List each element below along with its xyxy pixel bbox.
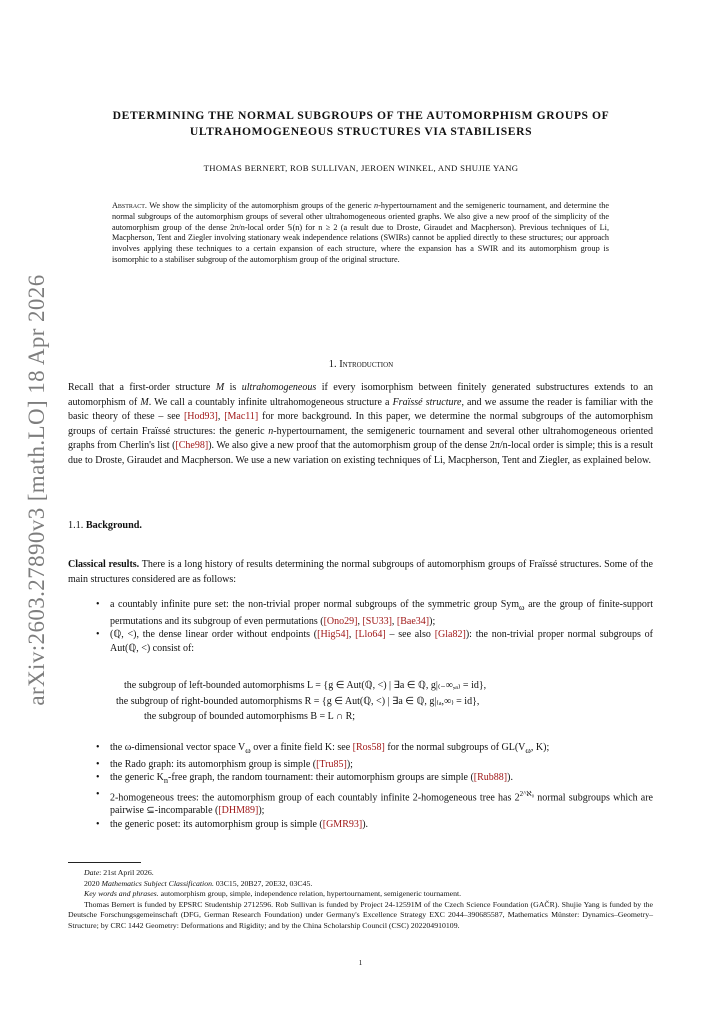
citation-link[interactable]: [SU33] [362,615,392,627]
intro-text: for more background. In this paper, we determine the normal subgroups of the automorphism groups of certain Fraïssé structures: the generic [68,411,653,437]
citation-link[interactable]: [Rub88] [473,772,508,783]
footnotes [68,868,653,931]
bullet-text: ); [346,758,353,770]
classical-results-paragraph [68,558,653,587]
footnote-date [68,868,653,879]
citation-link[interactable]: [Che98] [175,440,209,451]
intro-text: -hypertournament, the semigeneric tournament and several other ultrahomogeneous oriented graphs from Cherlin's list ( [68,425,653,451]
citation-link[interactable]: [Llo64] [355,629,386,640]
bullet-text: the ω-dimensional vector space V [110,742,246,753]
abstract-text-2: -hypertournament and the semigeneric tournament, and determine the normal subgroups of the automorphism groups of several other ultrahomogeneous oriented graphs. We also give a new proof of the simplicity of the automorphism group of the dense [112,201,609,232]
math-line-left-bounded: the subgroup of left-bounded automorphisms L = {g ∈ Aut(ℚ, <) | ∃a ∈ ℚ, g|₍₋∞,ₐ₎ = id}, [124,680,487,691]
author-list: THOMAS BERNERT, ROB SULLIVAN, JEROEN WINKEL, AND SHUJIE YANG [203,163,519,173]
citation-link[interactable]: [Ono29] [323,615,358,627]
math-m: M [215,382,225,393]
bullet-sub: ω [525,746,531,755]
arxiv-identifier: arXiv:2603.27890v3 [math.LO] 18 Apr 2026 [24,274,49,706]
intro-text: is [224,382,242,393]
title-line-2: ULTRAHOMOGENEOUS STRUCTURES VIA STABILISERS [189,125,533,138]
section-number: 1. [328,359,337,370]
footnote-msc [68,879,653,890]
abstract-fraction: 2π/n [230,222,245,232]
term-fraisse-structure: Fraïssé structure [392,396,462,408]
bullet-text: a countably infinite pure set: the non-trivial proper normal subgroups of the symmetric group Sym [110,599,520,610]
citation-link[interactable]: [Tru85] [316,758,347,770]
section-title: Introduction [339,359,394,370]
subsection-number: 1.1. [68,520,84,531]
section-heading [66,359,656,370]
title-line-1: DETERMINING THE NORMAL SUBGROUPS OF THE AUTOMORPHISM GROUPS OF [112,109,610,122]
intro-text: -local order is simple; this is a result due to Droste, Giraudet and Macpherson. We use a new variation on existing techniques of Li, Macpherson, Tent and Ziegler, as explained below. [68,440,654,466]
abstract-text-3: -local order 𝕊(n) for n ≥ 2 (a result due to Droste, Giraudet and Macpherson). Previous techniques of Li, Macpherson, Tent and Ziegler involving stationary weak independence relations (SWIRs) cannot be applied directly to these structures; our approach involves applying these techniques to a certain expansion of each structure, where the expansion has a SWIR and its automorphism group is isomorphic to a stabiliser subgroup of the automorphism group of the original structure. [112,222,609,264]
list-item: • (ℚ, <), the dense linear order without endpoints ([Hig54], [Llo64] – see also [Gla82]): the non-trivial proper normal subgroups of Aut(ℚ, <) consist of: [96,628,653,655]
intro-text: , and we assume the reader is familiar with the basic theory of these – see [68,396,653,422]
citation-link[interactable]: [Gla82] [434,629,466,640]
list-item [96,758,653,772]
math-m: M [140,396,149,408]
bullet-sub: ω [245,746,251,755]
bullet-text: ). [362,818,369,830]
citation-link[interactable]: [Bae34] [396,615,430,627]
citation-link[interactable]: [GMR93] [322,818,363,830]
bullet-text: -free graph, the random tournament: their automorphism groups are simple ( [168,772,474,783]
list-item [96,771,653,788]
subsection-title: Background. [85,520,142,531]
intro-text: , [217,411,225,422]
bullet-text: – see also [385,629,435,640]
footnote-keywords [68,889,653,900]
bullet-list-a [96,598,653,655]
footnote-funding: Thomas Bernert is funded by EPSRC Studentship 2712596. Rob Sullivan is funded by Project 24-12591M of the Czech Science Foundation (GAČR). Shujie Yang is funded by the Deutsche Forschungsgemeinschaft (DFG, German Research Foundation) under Germany's Excellence Strategy EXC 2044–390685587, Mathematics Münster: Dynamics–Geometry–Structure; by CRC 1442 Geometry: Deformations and Rigidity; and by the China Scholarship Council (CSC) 202204910109. [68,899,653,930]
footnote-msc-year: 2020 [84,878,102,888]
math-n: n [268,425,274,437]
footnote-date-label: Date [84,868,100,877]
bullet-text: normal subgroups which are pairwise ⊆-incomparable ( [110,791,653,817]
bullet-text: ); [258,805,265,817]
bullet-list-b [96,741,653,831]
footnote-keywords-text: automorphism group, simple, independence relation, hypertournament, semigeneric tournament. [158,889,462,898]
citation-link[interactable]: [Hod93] [183,411,218,422]
bullet-text: are the group of finite-support permutations and its subgroup of even permutations ( [110,599,653,627]
list-item: • a countably infinite pure set: the non-trivial proper normal subgroups of the symmetric group Sym$_\omega$ are the group of finite-support permutations and its subgroup of even permutations ([Ono29], [SU33], [Bae34]); [96,598,653,628]
footnote-rule [68,862,141,863]
citation-link[interactable]: [Ros58] [352,742,385,753]
bullet-text: , K); [530,742,550,753]
intro-fraction: 2π/n [489,440,508,451]
footnote-date-text: : 21st April 2026. [99,868,154,877]
term-ultrahomogeneous: ultrahomogeneous [241,382,317,393]
list-item [96,741,653,758]
footnote-keywords-label: Key words and phrases. [84,889,159,898]
bullet-text: ). [507,772,513,783]
bullet-sup: 2^ℵ₀ [519,789,535,798]
intro-text: ). We also give a new proof that the automorphism group of the dense [208,440,490,451]
abstract-label: Abstract. [112,201,147,210]
footnote-msc-text: 03C15, 20B27, 20E32, 03C45. [213,878,313,888]
abstract [112,201,609,266]
bullet-text: over a finite field K: see [250,742,353,753]
bullet-text: ): the non-trivial proper normal subgroups of Aut(ℚ, <) consist of: [110,629,653,654]
bullet-text: 2-homogeneous trees: the automorphism group of each countably infinite 2-homogeneous tree has 2 [110,791,520,803]
bullet-text: the Rado graph: its automorphism group is simple ( [110,758,317,770]
bullet-text: ); [429,615,436,627]
citation-link[interactable]: [Mac11] [224,411,259,422]
classical-heading: Classical results. [68,559,140,570]
math-line-bounded: the subgroup of bounded automorphisms B = L ∩ R; [144,711,356,722]
abstract-n: n [374,201,379,210]
display-math [110,678,630,725]
footnote-msc-label: Mathematics Subject Classification. [101,878,214,888]
subsection-heading [68,520,142,531]
bullet-text: the generic poset: its automorphism group is simple ( [110,818,323,830]
math-line-right-bounded: the subgroup of right-bounded automorphisms R = {g ∈ Aut(ℚ, <) | ∃a ∈ ℚ, g|₍ₐ,∞₎ = id}, [116,695,480,707]
list-item [96,818,653,832]
citation-link[interactable]: [DHM89] [218,805,259,817]
abstract-text-1: We show the simplicity of the automorphism groups of the generic [149,201,374,210]
arxiv-sidebar [2,274,72,706]
bullet-text: (ℚ, <), the dense linear order without endpoints ( [110,629,318,640]
paper-title [66,108,656,140]
bullet-sub: ω [519,603,525,612]
page-number: 1 [358,958,363,967]
introduction-paragraph [68,381,653,468]
classical-text: There is a long history of results determining the normal subgroups of automorphism groups of Fraïssé structures. Some of the main structures considered are as follows: [68,559,653,585]
intro-text: if every isomorphism between finitely generated substructures extends to an automorphism of [68,382,654,408]
bullet-sub: n [163,776,169,785]
intro-text: Recall that a first-order structure [68,382,216,393]
list-item [96,788,653,818]
bullet-text: for the normal subgroups of GL(V [384,742,526,753]
intro-text: . We call a countably infinite ultrahomogeneous structure a [148,396,393,408]
citation-link[interactable]: [Hig54] [317,629,349,640]
bullet-text: the generic K [110,772,164,783]
